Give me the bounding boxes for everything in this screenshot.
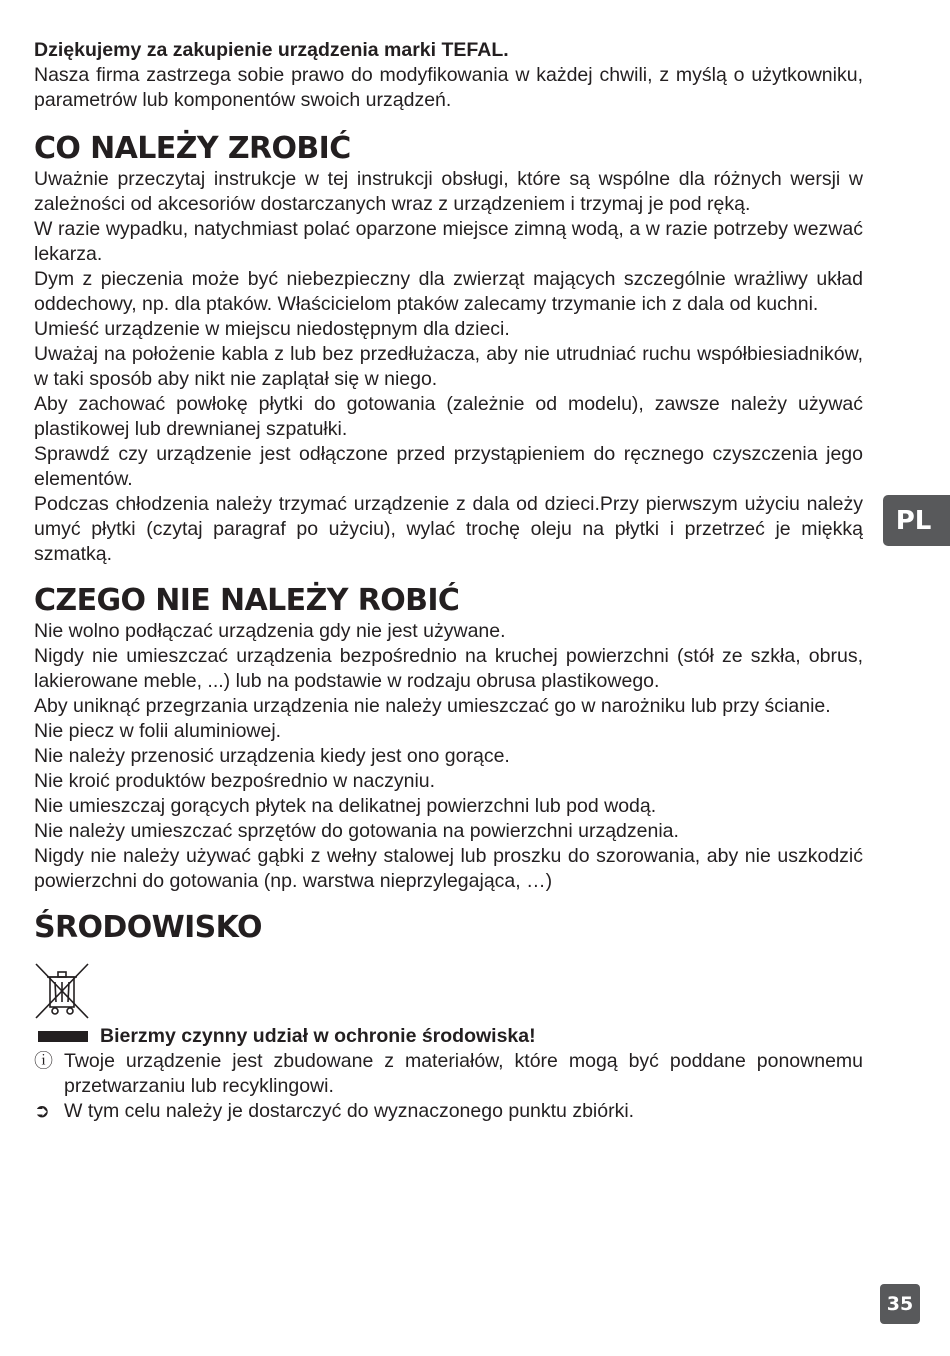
dont-paragraph: Aby uniknąć przegrzania urządzenia nie należy umieszczać go w narożniku lub przy ścianie. bbox=[34, 695, 831, 717]
dont-paragraph: Nie należy przenosić urządzenia kiedy jest ono gorące. bbox=[34, 745, 510, 767]
page-number: 35 bbox=[880, 1284, 920, 1324]
dont-list bbox=[34, 619, 863, 894]
environment-item-text: W tym celu należy je dostarczyć do wyznaczonego punktu zbiórki. bbox=[64, 1100, 635, 1122]
heading-dont: CZEGO NIE NALEŻY ROBIĆ bbox=[34, 583, 460, 618]
dont-paragraph: Nie kroić produktów bezpośrednio w naczyniu. bbox=[34, 770, 436, 792]
intro-thanks: Dziękujemy za zakupienie urządzenia marki TEFAL. bbox=[34, 39, 509, 61]
info-icon: ⓘ bbox=[34, 1050, 54, 1072]
environment-item-text: Twoje urządzenie jest zbudowane z materiałów, które mogą być poddane ponownemu przetwarzaniu lub recyklingowi. bbox=[64, 1050, 863, 1097]
do-paragraph: W razie wypadku, natychmiast polać oparzone miejsce zimną wodą, a w razie potrzeby wezwać lekarza. bbox=[34, 218, 863, 265]
arrow-right-icon: ➲ bbox=[34, 1100, 50, 1122]
do-paragraph: Uważnie przeczytaj instrukcje w tej instrukcji obsługi, które są wspólne dla różnych wersji w zależności od akcesoriów dostarczanych wraz z urządzeniem i trzymaj je pod ręką. bbox=[34, 168, 863, 215]
do-list bbox=[34, 167, 863, 567]
do-paragraph: Podczas chłodzenia należy trzymać urządzenie z dala od dzieci.Przy pierwszym użyciu należy umyć płytki (czytaj paragraf po użyciu), wylać trochę oleju na płytki i przetrzeć je miękką szmatką. bbox=[34, 493, 863, 565]
do-paragraph: Dym z pieczenia może być niebezpieczny dla zwierząt mających szczególnie wrażliwy układ oddechowy, np. dla ptaków. Właścicielom ptaków zalecamy trzymanie ich z dala od kuchni. bbox=[34, 268, 863, 315]
do-paragraph: Sprawdź czy urządzenie jest odłączone przed przystąpieniem do ręcznego czyszczenia jego elementów. bbox=[34, 443, 863, 490]
intro-text: Nasza firma zastrzega sobie prawo do modyfikowania w każdej chwili, z myślą o użytkowniku, parametrów lub komponentów swoich urządzeń. bbox=[34, 64, 863, 111]
dont-paragraph: Nie należy umieszczać sprzętów do gotowania na powierzchni urządzenia. bbox=[34, 820, 679, 842]
dont-paragraph: Nigdy nie umieszczać urządzenia bezpośrednio na kruchej powierzchni (stół ze szkła, obrus, lakierowane meble, ...) lub na podstawie w rodzaju obrusa plastikowego. bbox=[34, 645, 863, 692]
environment-slogan: Bierzmy czynny udział w ochronie środowiska! bbox=[100, 1025, 536, 1047]
black-bar-marker bbox=[38, 1031, 88, 1042]
do-paragraph: Aby zachować powłokę płytki do gotowania (zależnie od modelu), zawsze należy używać plastikowej lub drewnianej szpatułki. bbox=[34, 393, 863, 440]
crossed-out-wheelie-bin-icon bbox=[34, 962, 863, 1024]
dont-paragraph: Nie umieszczaj gorących płytek na delikatnej powierzchni lub pod wodą. bbox=[34, 795, 657, 817]
dont-paragraph: Nie wolno podłączać urządzenia gdy nie jest używane. bbox=[34, 620, 506, 642]
page-content bbox=[34, 38, 863, 1124]
environment-item bbox=[34, 1099, 863, 1124]
do-paragraph: Uważaj na położenie kabla z lub bez przedłużacza, aby nie utrudniać ruchu współbiesiadników, w taki sposób aby nikt nie zaplątał się w niego. bbox=[34, 343, 863, 390]
dont-paragraph: Nie piecz w folii aluminiowej. bbox=[34, 720, 282, 742]
heading-do: CO NALEŻY ZROBIĆ bbox=[34, 131, 351, 166]
dont-paragraph: Nigdy nie należy używać gąbki z wełny stalowej lub proszku do szorowania, aby nie uszkodzić powierzchni do gotowania (np. warstwa nieprzylegająca, …) bbox=[34, 845, 863, 892]
environment-item bbox=[34, 1049, 863, 1099]
language-tab-pl: PL bbox=[883, 495, 950, 546]
do-paragraph: Umieść urządzenie w miejscu niedostępnym dla dzieci. bbox=[34, 318, 510, 340]
environment-slogan-row bbox=[34, 1024, 863, 1049]
heading-environment: ŚRODOWISKO bbox=[34, 910, 262, 945]
